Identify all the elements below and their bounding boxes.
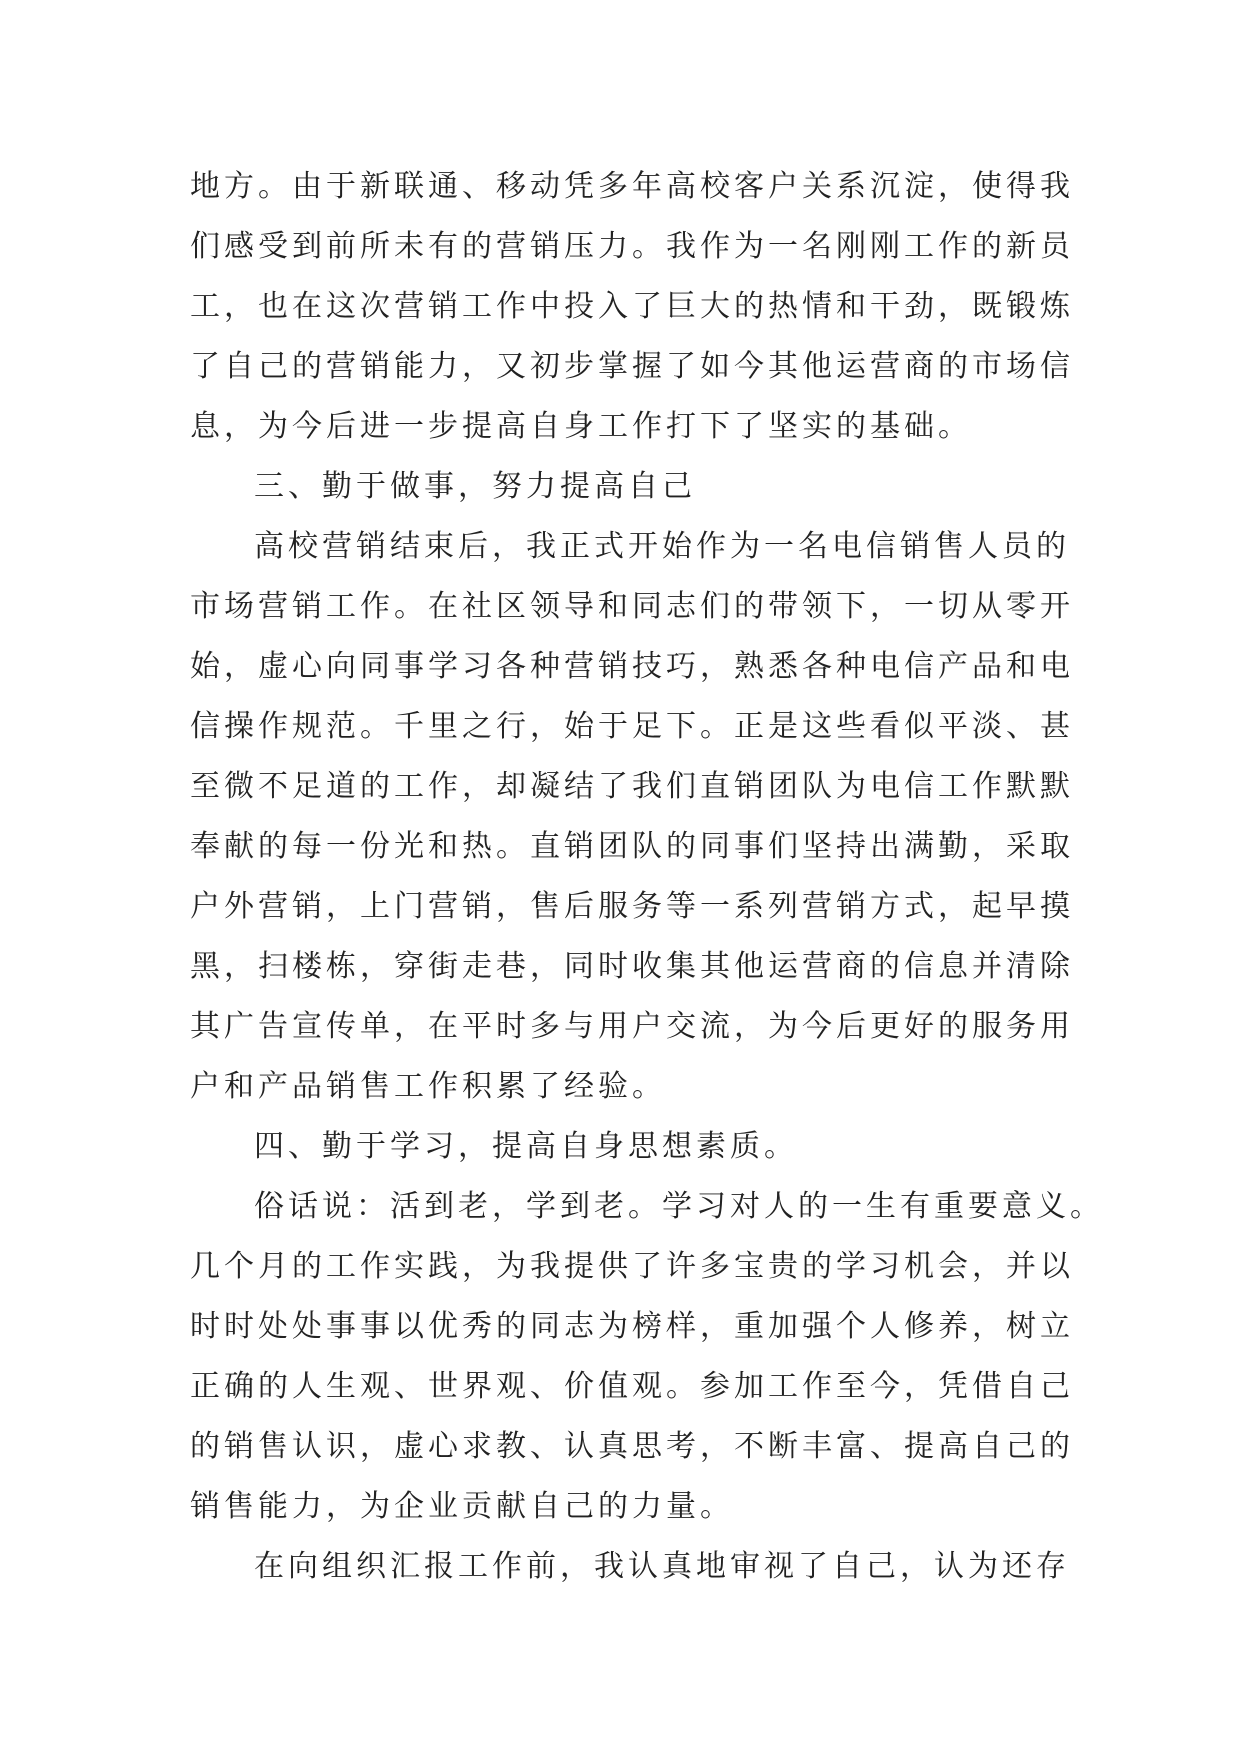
paragraph-4 [190, 1537, 1070, 1597]
text-line: 其广告宣传单，在平时多与用户交流，为今后更好的服务用 [190, 1009, 1074, 1044]
text-line: 户和产品销售工作积累了经验。 [190, 1069, 666, 1104]
text-line: 们感受到前所未有的营销压力。我作为一名刚刚工作的新员 [190, 229, 1074, 264]
text-line: 时时处处事事以优秀的同志为榜样，重加强个人修养，树立 [190, 1309, 1074, 1344]
text-line: 始，虚心向同事学习各种营销技巧，熟悉各种电信产品和电 [190, 649, 1074, 684]
text-line: 工，也在这次营销工作中投入了巨大的热情和干劲，既锻炼 [190, 289, 1074, 324]
text-line: 市场营销工作。在社区领导和同志们的带领下，一切从零开 [190, 589, 1074, 624]
paragraph-1 [190, 157, 1074, 457]
section-heading-4 [190, 1117, 1052, 1177]
text-line: 至微不足道的工作，却凝结了我们直销团队为电信工作默默 [190, 769, 1074, 804]
text-line: 奉献的每一份光和热。直销团队的同事们坚持出满勤，采取 [190, 829, 1074, 864]
text-line: 正确的人生观、世界观、价值观。参加工作至今，凭借自己 [190, 1369, 1074, 1404]
text-line: 销售能力，为企业贡献自己的力量。 [190, 1489, 734, 1524]
text-line: 户外营销，上门营销，售后服务等一系列营销方式，起早摸 [190, 889, 1074, 924]
paragraph-3 [190, 1177, 1104, 1537]
text-line: 在向组织汇报工作前，我认真地审视了自己，认为还存 [254, 1549, 1070, 1584]
text-line: 几个月的工作实践，为我提供了许多宝贵的学习机会，并以 [190, 1249, 1074, 1284]
section-heading-3 [190, 457, 1052, 517]
text-line: 高校营销结束后，我正式开始作为一名电信销售人员的 [254, 529, 1070, 564]
text-line: 地方。由于新联通、移动凭多年高校客户关系沉淀，使得我 [190, 169, 1074, 204]
paragraph-2 [190, 517, 1074, 1117]
text-line: 息，为今后进一步提高自身工作打下了坚实的基础。 [190, 409, 972, 444]
text-line: 信操作规范。千里之行，始于足下。正是这些看似平淡、甚 [190, 709, 1074, 744]
text-line: 黑，扫楼栋，穿街走巷，同时收集其他运营商的信息并清除 [190, 949, 1074, 984]
heading-text: 三、勤于做事，努力提高自己 [254, 469, 696, 504]
text-line: 俗话说：活到老，学到老。学习对人的一生有重要意义。 [254, 1189, 1104, 1224]
document-body [190, 157, 1104, 1597]
text-line: 的销售认识，虚心求教、认真思考，不断丰富、提高自己的 [190, 1429, 1074, 1464]
heading-text: 四、勤于学习，提高自身思想素质。 [254, 1129, 798, 1164]
text-line: 了自己的营销能力，又初步掌握了如今其他运营商的市场信 [190, 349, 1074, 384]
